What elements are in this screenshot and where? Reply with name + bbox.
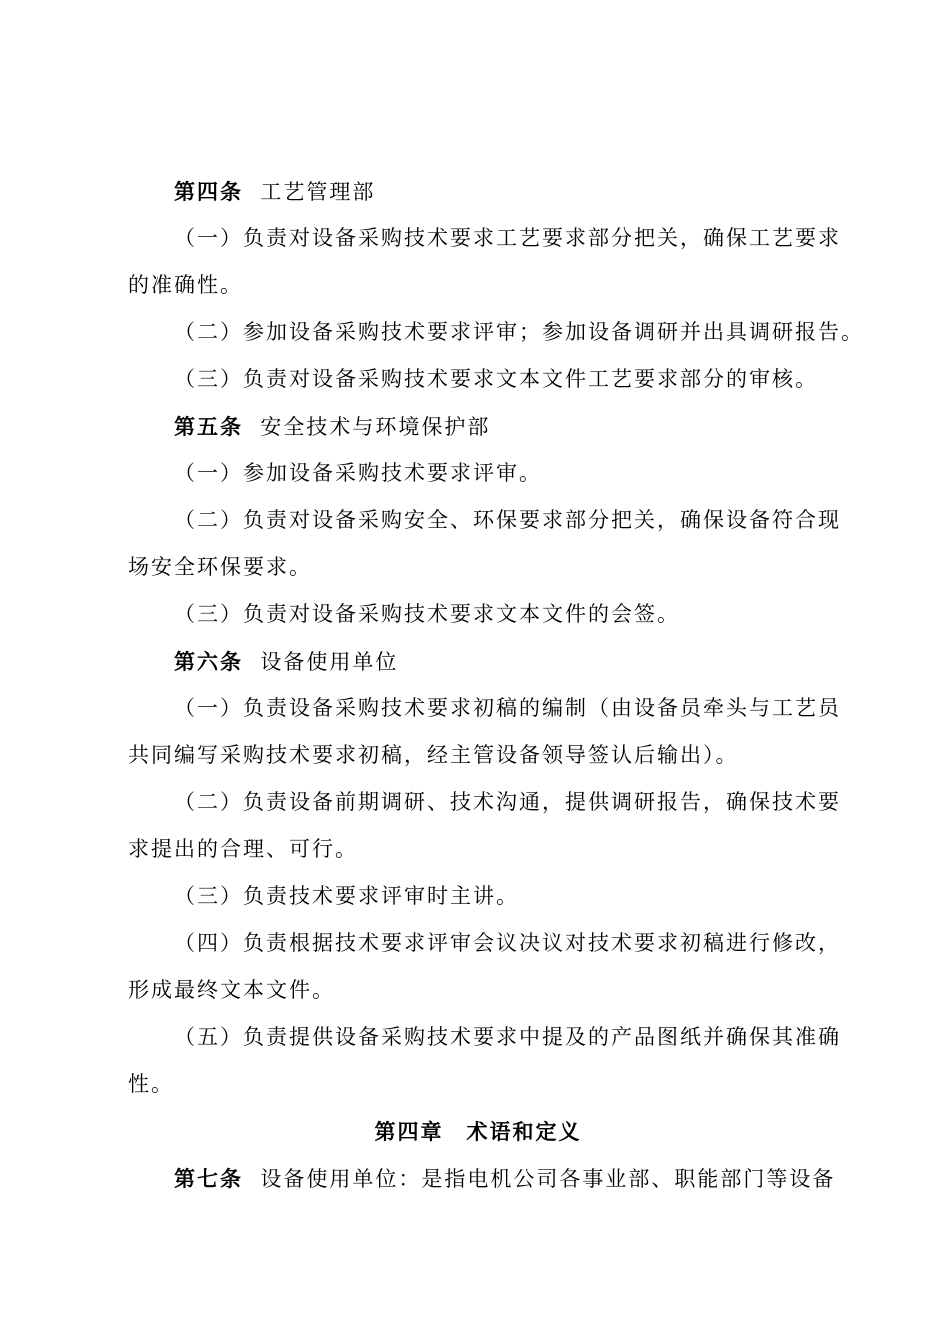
article-6-item-1-line-2: 共同编写采购技术要求初稿，经主管设备领导签认后输出）。 (128, 743, 739, 767)
article-4-item-3: （三）负责对设备采购技术要求文本文件工艺要求部分的审核。 (174, 367, 818, 391)
document-page (128, 168, 864, 1202)
article-6-item-1-line-1: （一）负责设备采购技术要求初稿的编制（由设备员牵头与工艺员 (174, 696, 841, 720)
article-4-item-2: （二）参加设备采购技术要求评审；参加设备调研并出具调研报告。 (174, 320, 864, 344)
article-5-heading: 第五条 (174, 414, 243, 439)
article-6-item-2-line-1: （二）负责设备前期调研、技术沟通，提供调研报告，确保技术要 (174, 790, 841, 814)
article-4-heading-line (128, 168, 828, 215)
article-6-item-3: （三）负责技术要求评审时主讲。 (174, 884, 519, 908)
article-5-item-3: （三）负责对设备采购技术要求文本文件的会签。 (174, 602, 680, 626)
article-7-line (128, 1155, 836, 1202)
article-4-heading: 第四条 (174, 179, 243, 204)
article-4-item-1-line-2: 的准确性。 (128, 273, 243, 297)
article-4-title: 工艺管理部 (260, 180, 376, 204)
article-5-title: 安全技术与环境保护部 (260, 415, 491, 439)
article-7-heading: 第七条 (174, 1166, 243, 1191)
article-5-item-2-line-1: （二）负责对设备采购安全、环保要求部分把关，确保设备符合现 (174, 508, 841, 532)
article-6-item-4-line-2: 形成最终文本文件。 (128, 978, 335, 1002)
article-6-title: 设备使用单位 (260, 650, 399, 674)
article-7-text: 设备使用单位：是指电机公司各事业部、职能部门等设备 (260, 1167, 836, 1191)
article-6-item-4-line-1: （四）负责根据技术要求评审会议决议对技术要求初稿进行修改， (174, 931, 841, 955)
chapter-4-title: 第四章 术语和定义 (374, 1119, 582, 1144)
article-6-heading-line (128, 638, 828, 685)
article-5-item-1: （一）参加设备采购技术要求评审。 (174, 461, 542, 485)
article-6-item-2-line-2: 求提出的合理、可行。 (128, 837, 358, 861)
article-5-heading-line (128, 403, 828, 450)
article-6-item-5-line-1: （五）负责提供设备采购技术要求中提及的产品图纸并确保其准确 (174, 1025, 841, 1049)
article-6-heading: 第六条 (174, 649, 243, 674)
article-6-item-5-line-2: 性。 (128, 1072, 174, 1096)
article-4-item-1-line-1: （一）负责对设备采购技术要求工艺要求部分把关，确保工艺要求 (174, 226, 841, 250)
article-5-item-2-line-2: 场安全环保要求。 (128, 555, 312, 579)
